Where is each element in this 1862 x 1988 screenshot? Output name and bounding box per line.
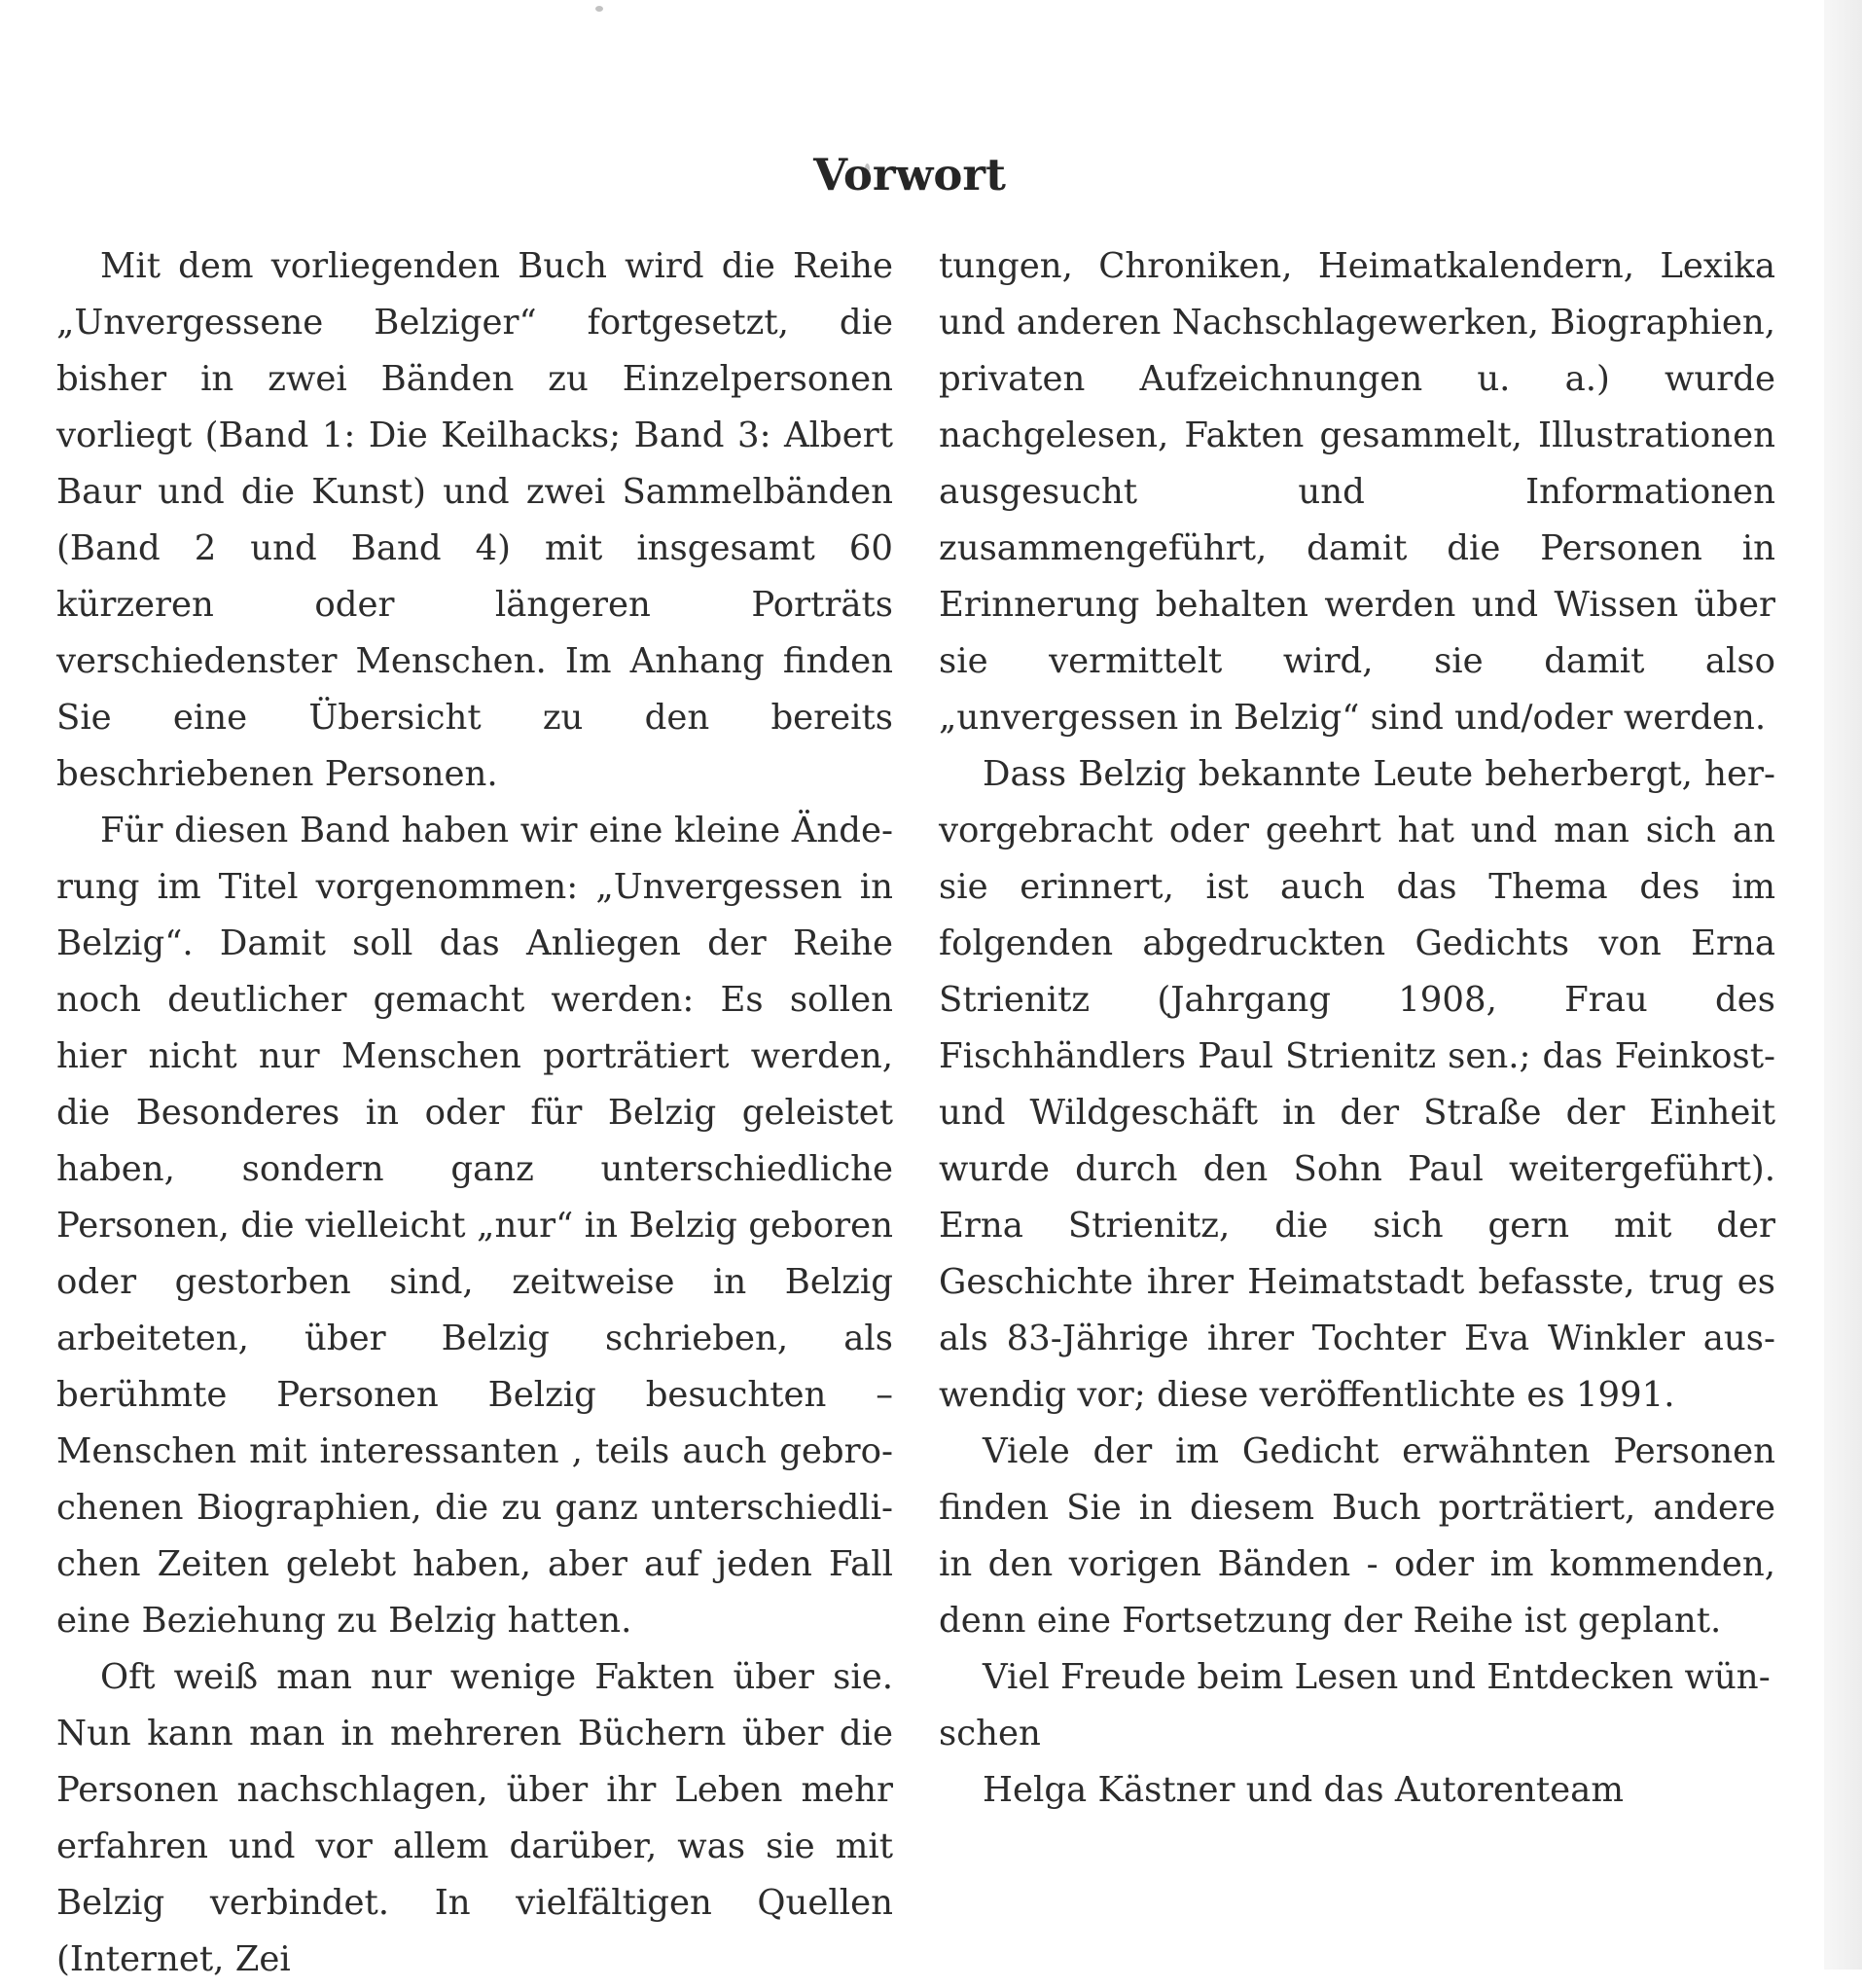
closing-wish: Viel Freude beim Lesen und Entdecken wünschen xyxy=(939,1657,1771,1753)
left-column xyxy=(56,238,893,1988)
paragraph-continuation: tungen, Chroniken, Heimatkalendern, Lexika und anderen Nachschlagewerken, Biographien, privaten Aufzeichnungen u. a.) wurde nachgelesen, Fakten gesammelt, Illustrationen ausgesucht und Informationen zusammengeführt, damit die Personen in Erinnerung behalten werden und Wissen über sie vermittelt wird, sie damit also „unvergessen in Belzig“ sind und/oder werden. xyxy=(939,246,1775,738)
signature: Helga Kästner und das Autorenteam xyxy=(983,1770,1625,1810)
paragraph: Viele der im Gedicht erwähnten Personen finden Sie in diesem Buch porträtiert, andere in den vorigen Bänden - oder im kommenden, denn eine Fortsetzung der Reihe ist geplant. xyxy=(939,1431,1775,1641)
page-title: Vorwort xyxy=(813,149,1006,201)
right-column xyxy=(939,238,1775,1819)
paragraph: Für diesen Band haben wir eine kleine Änderung im Titel vorgenommen: „Unvergessen in Belzig“. Damit soll das Anliegen der Reihe noch deutlicher gemacht werden: Es sollen hier nicht nur Menschen porträtiert werden, die Besonderes in oder für Belzig geleistet haben, sondern ganz unterschiedliche Personen, die vielleicht „nur“ in Belzig geboren oder gestorben sind, zeitweise in Belzig arbeiteten, über Belzig schrieben, als berühmte Personen Belzig besuchten – Menschen mit interessanten , teils auch gebrochenen Biographien, die zu ganz unterschiedlichen Zeiten gelebt haben, aber auf jeden Fall eine Beziehung zu Belzig hatten. xyxy=(56,811,893,1641)
paper-speck xyxy=(595,6,603,12)
paragraph: Oft weiß man nur wenige Fakten über sie. Nun kann man in mehreren Büchern über die Personen nachschlagen, über ihr Leben mehr erfahren und vor allem darüber, was sie mit Belzig verbindet. In vielfältigen Quellen (Internet, Zei xyxy=(56,1657,893,1979)
paragraph: Mit dem vorliegenden Buch wird die Reihe „Unvergessene Belziger“ fortgesetzt, die bisher in zwei Bänden zu Einzelpersonen vorliegt (Band 1: Die Keilhacks; Band 3: Albert Baur und die Kunst) und zwei Sammelbänden (Band 2 und Band 4) mit insgesamt 60 kürzeren oder längeren Porträts verschiedenster Menschen. Im Anhang finden Sie eine Übersicht zu den bereits beschriebenen Personen. xyxy=(56,246,893,794)
page-edge-shadow xyxy=(1824,0,1862,1970)
paragraph: Dass Belzig bekannte Leute beherbergt, hervorgebracht oder geehrt hat und man sich an sie erinnert, ist auch das Thema des im folgenden abgedruckten Gedichts von Erna Strienitz (Jahrgang 1908, Frau des Fischhändlers Paul Strienitz sen.; das Feinkost- und Wildgeschäft in der Straße der Einheit wurde durch den Sohn Paul weitergeführt). Erna Strienitz, die sich gern mit der Geschichte ihrer Heimatstadt befasste, trug es als 83-Jährige ihrer Tochter Eva Winkler auswendig vor; diese veröffentlichte es 1991. xyxy=(939,754,1775,1415)
